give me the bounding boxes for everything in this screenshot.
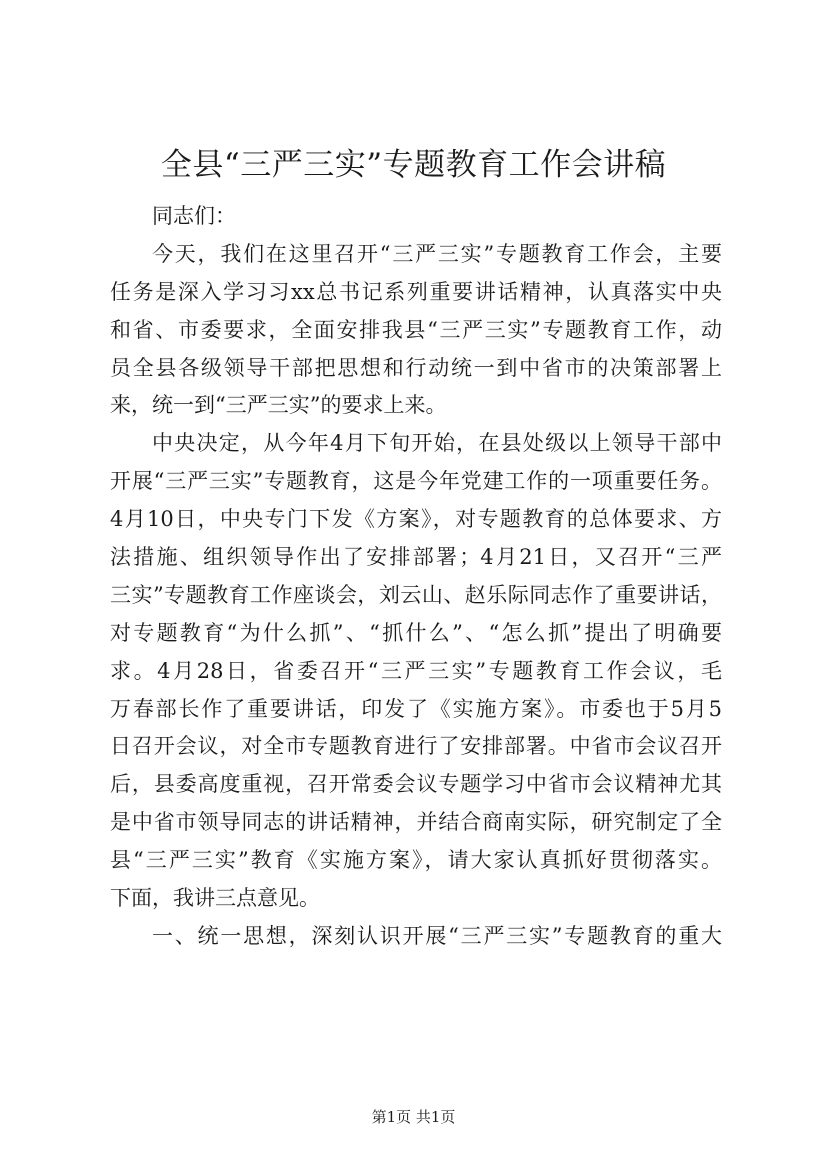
document-body bbox=[110, 198, 722, 956]
text-line: 下面，我讲三点意见。 bbox=[110, 886, 320, 911]
text-line: 日召开会议，对全市专题教育进行了安排部署。中省市会议召开 bbox=[110, 734, 722, 759]
page-footer: 第1页 共1页 bbox=[371, 1108, 456, 1126]
text-line: 今天，我们在这里召开“三严三实”专题教育工作会，主要 bbox=[152, 241, 722, 266]
text-line: 4月10日，中央专门下发《方案》，对专题教育的总体要求、方 bbox=[110, 507, 722, 532]
text-line: 县“三严三实”教育《实施方案》，请大家认真抓好贯彻落实。 bbox=[110, 848, 722, 873]
text-line: 法措施、组织领导作出了安排部署；4月21日，又召开“三严 bbox=[110, 545, 722, 570]
text-line: 开展“三严三实”专题教育，这是今年党建工作的一项重要任务。 bbox=[110, 469, 722, 494]
text-line: 求。4月28日，省委召开“三严三实”专题教育工作会议，毛 bbox=[110, 658, 722, 683]
text-line: 中央决定，从今年4月下旬开始，在县处级以上领导干部中 bbox=[152, 431, 722, 456]
text-line: 万春部长作了重要讲话，印发了《实施方案》。市委也于5月5 bbox=[110, 696, 722, 721]
text-line: 是中省市领导同志的讲话精神，并结合商南实际，研究制定了全 bbox=[110, 810, 722, 835]
text-line: 对专题教育“为什么抓”、“抓什么”、“怎么抓”提出了明确要 bbox=[110, 620, 722, 645]
document-title: 全县“三严三实”专题教育工作会讲稿 bbox=[160, 147, 667, 183]
text-line: 来，统一到“三严三实”的要求上来。 bbox=[110, 393, 447, 418]
text-line: 三实”专题教育工作座谈会，刘云山、赵乐际同志作了重要讲话， bbox=[110, 582, 722, 607]
text-line: 后，县委高度重视，召开常委会议专题学习中省市会议精神尤其 bbox=[110, 772, 722, 797]
text-line: 任务是深入学习习xx总书记系列重要讲话精神，认真落实中央 bbox=[110, 279, 722, 304]
text-line: 一、统一思想，深刻认识开展“三严三实”专题教育的重大 bbox=[152, 923, 722, 948]
text-line: 和省、市委要求，全面安排我县“三严三实”专题教育工作，动 bbox=[110, 317, 722, 342]
text-line: 员全县各级领导干部把思想和行动统一到中省市的决策部署上 bbox=[110, 355, 722, 380]
text-line: 同志们： bbox=[152, 204, 236, 228]
